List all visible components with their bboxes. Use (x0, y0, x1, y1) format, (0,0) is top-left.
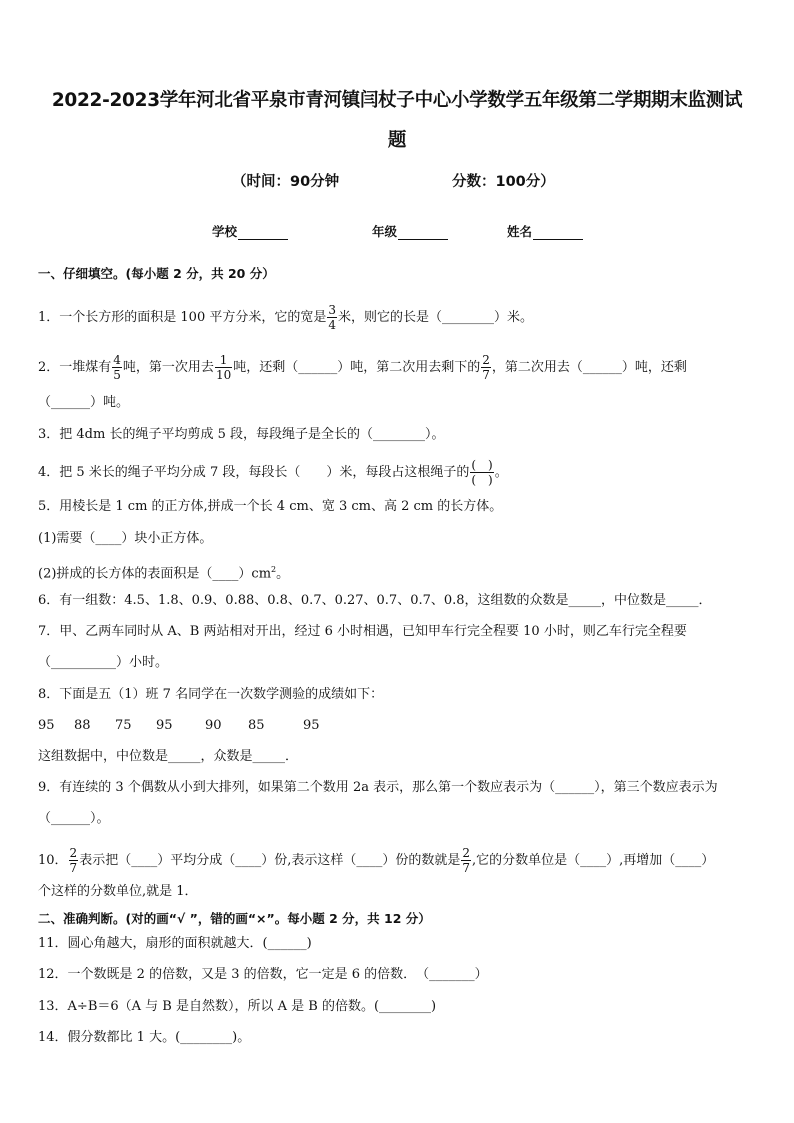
school-label: 学校 (212, 224, 238, 239)
q2-f1-numerator: 4 (113, 353, 121, 367)
q2-fraction-1 (112, 353, 122, 382)
q10-f1-denominator: 7 (69, 861, 78, 875)
question-9-cont: （______）。 (38, 811, 110, 826)
score-item: 90 (205, 718, 222, 733)
question-7-cont: （__________）小时。 (38, 655, 169, 670)
q2-f2-numerator: 1 (215, 353, 232, 368)
q4-fraction (470, 458, 493, 487)
score-item: 95 (156, 718, 173, 733)
score-list (38, 717, 358, 735)
q2-text-a: 2．一堆煤有 (38, 360, 112, 375)
q5-superscript: 2 (271, 565, 277, 574)
exam-title-line-1: 2022-2023学年河北省平泉市青河镇闫杖子中心小学数学五年级第二学期期末监测试 (51, 90, 743, 111)
score-item: 95 (303, 718, 320, 733)
question-4 (38, 458, 508, 487)
question-10-cont: 个这样的分数单位,就是 1． (38, 884, 198, 899)
total-score: 分数：100分） (452, 174, 555, 190)
q4-text-b: 。 (494, 465, 508, 480)
question-5-part-2 (38, 561, 289, 583)
school-field (212, 222, 288, 240)
grade-blank (398, 225, 448, 240)
grade-label: 年级 (372, 224, 398, 239)
name-label: 姓名 (507, 224, 533, 239)
question-13: 13．A÷B＝6（A 与 B 是自然数），所以 A 是 B 的倍数。(________) (38, 999, 437, 1014)
question-5-part-1: (1)需要（____）块小正方体。 (38, 531, 213, 546)
question-10 (38, 846, 714, 875)
question-2 (38, 353, 687, 382)
q4-numerator: ( ) (471, 458, 493, 472)
time-limit: （时间：90分钟 (232, 174, 340, 190)
q10-fraction-2 (461, 846, 471, 875)
q2-text-b: 吨，第一次用去 (122, 360, 214, 375)
q10-fraction-1 (69, 846, 79, 875)
question-2-cont: （______）吨。 (38, 395, 130, 410)
score-item: 88 (74, 718, 91, 733)
name-blank (533, 225, 583, 240)
question-8-cont: 这组数据中，中位数是_____，众数是_____． (38, 749, 299, 764)
q10-f2-denominator: 7 (462, 861, 470, 875)
question-11: 11．圆心角越大，扇形的面积就越大．(______) (38, 936, 312, 951)
score-item: 85 (248, 718, 265, 733)
q2-fraction-3 (481, 353, 491, 382)
score-item: 95 (38, 718, 55, 733)
q10-text-b: 表示把（____）平均分成（____）份,表示这样（____）份的数就是 (79, 853, 461, 868)
question-12: 12．一个数既是 2 的倍数，又是 3 的倍数，它一定是 6 的倍数． （_______） (38, 967, 488, 982)
q2-f1-denominator: 5 (113, 368, 121, 382)
question-14: 14．假分数都比 1 大。(________)。 (38, 1030, 251, 1045)
q10-f1-numerator: 2 (69, 846, 78, 860)
question-9: 9．有连续的 3 个偶数从小到大排列，如果第二个数用 2a 表示，那么第一个数应表示为（______），第三个数应表示为 (38, 780, 718, 795)
q10-text-c: ,它的分数单位是（____）,再增加（____） (471, 853, 715, 868)
question-6: 6．有一组数：4.5、1.8、0.9、0.88、0.8、0.7、0.27、0.7、0.7、0.8，这组数的众数是_____，中位数是_____． (38, 593, 712, 608)
q5-text-c: (2)拼成的长方体的表面积是（____）cm (38, 566, 272, 582)
q2-f2-denominator: 10 (215, 368, 232, 382)
q1-text-b: 米，则它的长是（________）米。 (338, 310, 534, 325)
exam-title-line-2: 题 (387, 130, 407, 151)
q1-denominator: 4 (328, 318, 336, 332)
q2-text-d: ，第二次用去（______）吨，还剩 (491, 360, 687, 375)
score-item: 75 (115, 718, 132, 733)
q10-text-a: 10． (38, 853, 68, 868)
section-1-heading: 一、仔细填空。(每小题 2 分，共 20 分） (38, 266, 275, 281)
grade-field (372, 222, 448, 240)
q2-f3-numerator: 2 (482, 353, 490, 367)
question-3: 3．把 4dm 长的绳子平均剪成 5 段，每段绳子是全长的（________）。 (38, 427, 445, 442)
question-8: 8．下面是五（1）班 7 名同学在一次数学测验的成绩如下： (38, 687, 384, 702)
q10-f2-numerator: 2 (462, 846, 470, 860)
q5-text-d: 。 (276, 566, 290, 582)
q2-text-c: 吨，还剩（______）吨，第二次用去剩下的 (233, 360, 481, 375)
section-2-heading: 二、准确判断。(对的画“√ ”，错的画“×”。每小题 2 分，共 12 分） (38, 911, 431, 926)
q1-text-a: 1．一个长方形的面积是 100 平方分米，它的宽是 (38, 310, 327, 325)
question-1 (38, 303, 533, 332)
school-blank (238, 225, 288, 240)
q2-fraction-2 (215, 353, 232, 382)
name-field (507, 222, 583, 240)
q4-text-a: 4．把 5 米长的绳子平均分成 7 段，每段长（ ）米，每段占这根绳子的 (38, 465, 470, 480)
q4-denominator: ( ) (471, 473, 493, 487)
question-7: 7．甲、乙两车同时从 A、B 两站相对开出，经过 6 小时相遇，已知甲车行完全程要 10 小时，则乙车行完全程要 (38, 624, 687, 639)
q2-f3-denominator: 7 (482, 368, 490, 382)
q1-fraction (327, 303, 337, 332)
question-5: 5．用棱长是 1 cm 的正方体,拼成一个长 4 cm、宽 3 cm、高 2 cm 的长方体。 (38, 499, 503, 514)
q1-numerator: 3 (328, 303, 336, 317)
